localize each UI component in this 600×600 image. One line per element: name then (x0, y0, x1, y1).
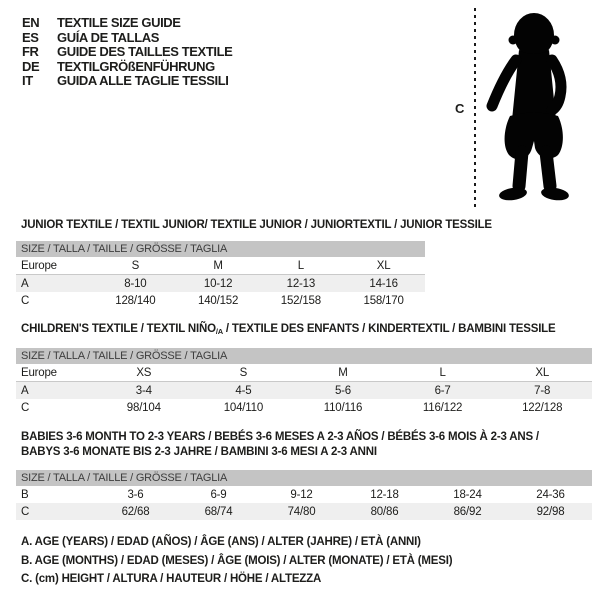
table-row (16, 292, 425, 309)
children-table-title (16, 323, 592, 338)
note-height-cm: C. (cm) HEIGHT / ALTURA / HAUTEUR / HÖHE / ALTEZZA (21, 573, 322, 585)
size-cell: S (94, 257, 177, 275)
language-row-es (22, 31, 232, 46)
language-title-list (22, 16, 232, 89)
height-cell: 158/170 (363, 294, 404, 307)
note-age-years: A. AGE (YEARS) / EDAD (AÑOS) / ÂGE (ANS) / ALTER (JAHRE) / ETÀ (ANNI) (21, 536, 421, 548)
height-cell: 104/110 (223, 401, 264, 414)
language-row-fr (22, 45, 232, 60)
row-label: Europe (16, 257, 94, 275)
language-code: IT (22, 73, 33, 88)
age-cell: 12-13 (260, 275, 343, 293)
guide-title-it: GUIDA ALLE TAGLIE TESSILI (57, 73, 229, 88)
language-row-en (22, 16, 232, 31)
age-cell: 24-36 (536, 488, 565, 501)
baby-silhouette-icon (481, 8, 593, 208)
size-cell: XL (342, 257, 425, 275)
size-cell: L (393, 364, 493, 382)
children-size-table (16, 323, 592, 416)
height-cell: 116/122 (422, 401, 463, 414)
title-subscript: /A (215, 327, 223, 336)
note-age-months: B. AGE (MONTHS) / EDAD (MESES) / ÂGE (MOIS) / ALTER (MONATE) / ETÀ (MESI) (21, 554, 453, 567)
height-cell: 80/86 (343, 503, 426, 520)
language-code: ES (22, 29, 39, 45)
table-row (16, 382, 592, 400)
guide-title-de: TEXTILGRÖßENFÜHRUNG (57, 58, 215, 74)
guide-title-fr: GUIDE DES TAILLES TEXTILE (57, 44, 233, 59)
junior-table-title: JUNIOR TEXTILE / TEXTIL JUNIOR/ TEXTILE JUNIOR / JUNIORTEXTIL / JUNIOR TESSILE (21, 219, 492, 231)
age-cell: 6-7 (393, 382, 493, 400)
age-cell: 5-6 (293, 382, 393, 400)
age-cell: 8-10 (94, 275, 177, 293)
junior-table (16, 257, 425, 309)
height-cell: 86/92 (426, 503, 509, 520)
legend-notes (21, 533, 452, 589)
age-cell: 7-8 (492, 382, 592, 400)
babies-size-table (16, 430, 592, 520)
language-row-it (22, 74, 232, 89)
height-cell: 122/128 (522, 401, 563, 414)
title-text: CHILDREN'S TEXTILE / TEXTIL NIÑO (21, 323, 216, 335)
size-header-bar: SIZE / TALLA / TAILLE / GRÖSSE / TAGLIA (16, 470, 592, 486)
height-cell: 98/104 (126, 401, 161, 414)
babies-table-title (16, 430, 592, 459)
height-cell: 74/80 (260, 503, 343, 520)
language-row-de (22, 60, 232, 75)
size-cell: L (260, 257, 343, 275)
height-cell: 128/140 (115, 294, 156, 307)
row-label: C (21, 294, 30, 307)
age-cell: 9-12 (290, 488, 313, 501)
size-cell: M (293, 364, 393, 382)
row-label: C (21, 401, 30, 414)
language-code: DE (22, 58, 40, 74)
age-cell: 10-12 (177, 275, 260, 293)
height-cell: 92/98 (509, 503, 592, 520)
height-cell: 62/68 (94, 503, 177, 520)
age-cell: 12-18 (370, 488, 399, 501)
size-cell: M (177, 257, 260, 275)
size-header-bar: SIZE / TALLA / TAILLE / GRÖSSE / TAGLIA (16, 348, 592, 364)
title-text: / TEXTILE DES ENFANTS / KINDERTEXTIL / BAMBINI TESSILE (222, 323, 556, 335)
table-row (16, 275, 425, 293)
size-cell: XL (492, 364, 592, 382)
age-cell: 18-24 (453, 488, 482, 501)
height-cell: 68/74 (177, 503, 260, 520)
babies-table (16, 486, 592, 520)
table-row (16, 364, 592, 382)
table-row (16, 503, 592, 520)
children-table (16, 364, 592, 416)
table-row (16, 399, 592, 416)
age-cell: 6-9 (210, 488, 227, 501)
height-c-label: C (455, 101, 465, 116)
language-code: EN (22, 15, 40, 30)
table-row (16, 257, 425, 275)
junior-size-table (16, 219, 492, 309)
row-label: A (16, 382, 94, 400)
table-row (16, 486, 592, 503)
height-cell: 152/158 (280, 294, 321, 307)
size-cell: S (194, 364, 294, 382)
height-measure-dotted-line (474, 8, 476, 208)
height-cell: 110/116 (323, 401, 363, 414)
age-cell: 3-4 (94, 382, 194, 400)
height-cell: 140/152 (198, 294, 239, 307)
age-cell: 4-5 (194, 382, 294, 400)
row-label: A (16, 275, 94, 293)
size-header-bar: SIZE / TALLA / TAILLE / GRÖSSE / TAGLIA (16, 241, 425, 257)
row-label: Europe (16, 364, 94, 382)
guide-title-es: GUÍA DE TALLAS (57, 29, 160, 45)
language-code: FR (22, 44, 39, 59)
age-cell: 14-16 (342, 275, 425, 293)
guide-title-en: TEXTILE SIZE GUIDE (57, 15, 181, 30)
row-label: B (21, 488, 29, 501)
babies-title-line1: BABIES 3-6 MONTH TO 2-3 YEARS / BEBÉS 3-6 MESES A 2-3 AÑOS / BÉBÉS 3-6 MOIS À 2-3 ANS / (21, 431, 539, 443)
babies-title-line2: BABYS 3-6 MONATE BIS 2-3 JAHRE / BAMBINI 3-6 MESI A 2-3 ANNI (21, 445, 377, 458)
age-cell: 3-6 (127, 488, 144, 501)
size-cell: XS (94, 364, 194, 382)
row-label: C (16, 503, 94, 520)
